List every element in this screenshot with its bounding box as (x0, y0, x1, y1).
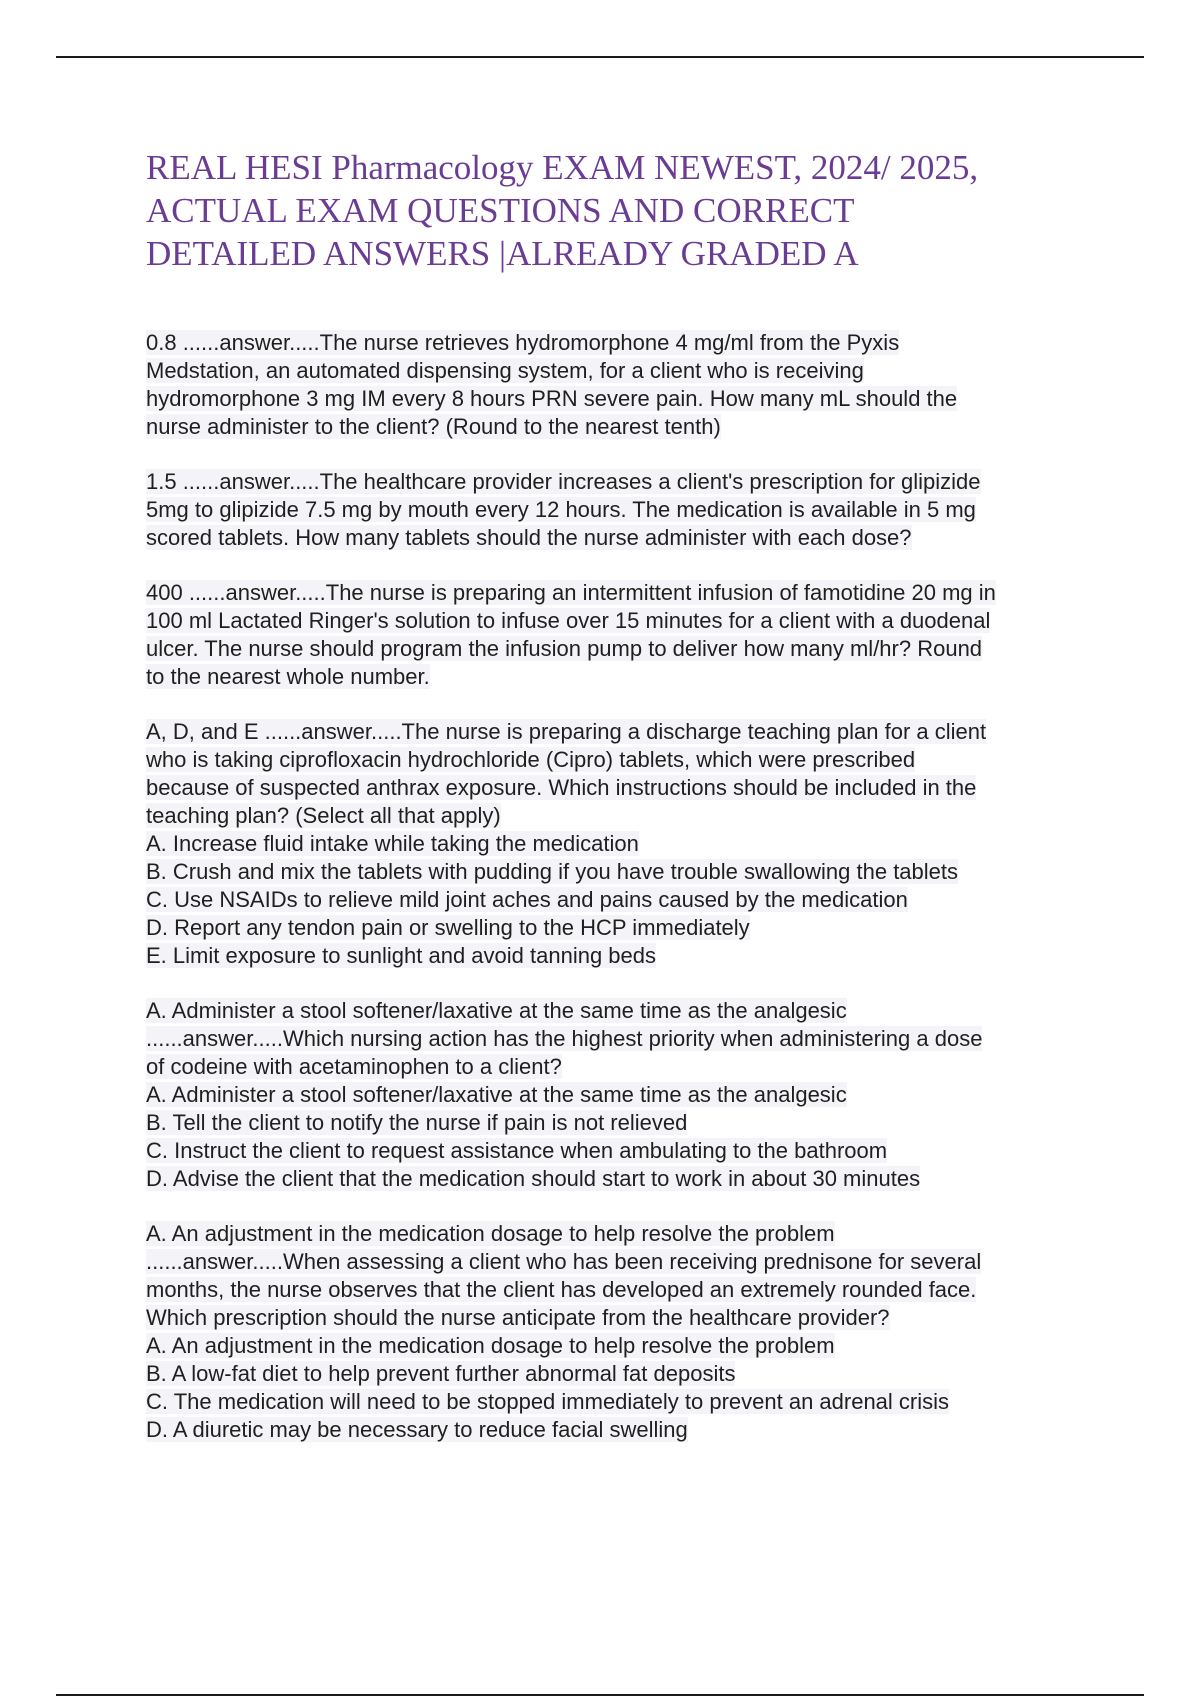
text-line-content: B. A low-fat diet to help prevent further abnormal fat deposits (146, 1361, 736, 1386)
text-line-content: D. Report any tendon pain or swelling to the HCP immediately (146, 915, 750, 940)
question-entry (146, 997, 1106, 1193)
question-entry (146, 329, 1106, 441)
text-line (146, 1360, 1106, 1388)
top-divider (56, 56, 1144, 58)
question-entry (146, 468, 1106, 552)
text-line (146, 496, 1106, 524)
question-entry (146, 1220, 1106, 1444)
text-line (146, 718, 1106, 746)
text-line-content: 400 ......answer.....The nurse is preparing an intermittent infusion of famotidine 20 mg in (146, 580, 996, 605)
text-line-content: nurse administer to the client? (Round to the nearest tenth) (146, 414, 721, 439)
text-line-content: D. Advise the client that the medication should start to work in about 30 minutes (146, 1166, 921, 1191)
text-line-content: teaching plan? (Select all that apply) (146, 803, 501, 828)
text-line (146, 746, 1106, 774)
text-line-content: E. Limit exposure to sunlight and avoid tanning beds (146, 943, 656, 968)
text-line-content: who is taking ciprofloxacin hydrochloride (Cipro) tablets, which were prescribed (146, 747, 916, 772)
text-line (146, 1025, 1106, 1053)
text-line (146, 1109, 1106, 1137)
text-line (146, 1276, 1106, 1304)
text-line-content: 100 ml Lactated Ringer's solution to infuse over 15 minutes for a client with a duodenal (146, 608, 991, 633)
text-line (146, 1165, 1106, 1193)
title-line: ACTUAL EXAM QUESTIONS AND CORRECT (146, 191, 855, 230)
text-line-content: A, D, and E ......answer.....The nurse is preparing a discharge teaching plan for a client (146, 719, 987, 744)
text-line (146, 468, 1106, 496)
text-line (146, 1137, 1106, 1165)
text-line (146, 1081, 1106, 1109)
text-line (146, 802, 1106, 830)
document-title (146, 146, 1106, 275)
text-line-content: Medstation, an automated dispensing system, for a client who is receiving (146, 358, 864, 383)
text-line-content: 5mg to glipizide 7.5 mg by mouth every 12 hours. The medication is available in 5 mg (146, 497, 976, 522)
text-line (146, 1304, 1106, 1332)
text-line-content: C. The medication will need to be stopped immediately to prevent an adrenal crisis (146, 1389, 950, 1414)
question-entry (146, 579, 1106, 691)
text-line-content: because of suspected anthrax exposure. Which instructions should be included in the (146, 775, 977, 800)
text-line-content: scored tablets. How many tablets should the nurse administer with each dose? (146, 525, 912, 550)
text-line-content: hydromorphone 3 mg IM every 8 hours PRN severe pain. How many mL should the (146, 386, 958, 411)
text-line (146, 886, 1106, 914)
text-line (146, 1220, 1106, 1248)
title-line: REAL HESI Pharmacology EXAM NEWEST, 2024/ 2025, (146, 148, 979, 187)
text-line (146, 942, 1106, 970)
text-line-content: C. Use NSAIDs to relieve mild joint aches and pains caused by the medication (146, 887, 908, 912)
text-line (146, 830, 1106, 858)
text-line (146, 914, 1106, 942)
text-line (146, 607, 1106, 635)
text-line-content: ......answer.....When assessing a client who has been receiving prednisone for several (146, 1249, 982, 1274)
text-line-content: B. Crush and mix the tablets with pudding if you have trouble swallowing the tablets (146, 859, 959, 884)
text-line-content: of codeine with acetaminophen to a client? (146, 1054, 562, 1079)
text-line-content: B. Tell the client to notify the nurse if pain is not relieved (146, 1110, 688, 1135)
text-line-content: A. Administer a stool softener/laxative at the same time as the analgesic (146, 998, 847, 1023)
text-line-content: A. An adjustment in the medication dosage to help resolve the problem (146, 1333, 835, 1358)
question-list (146, 329, 1106, 1471)
text-line-content: D. A diuretic may be necessary to reduce facial swelling (146, 1417, 688, 1442)
text-line-content: Which prescription should the nurse anticipate from the healthcare provider? (146, 1305, 890, 1330)
text-line (146, 385, 1106, 413)
text-line (146, 579, 1106, 607)
text-line (146, 858, 1106, 886)
text-line-content: C. Instruct the client to request assistance when ambulating to the bathroom (146, 1138, 888, 1163)
bottom-divider (56, 1694, 1144, 1696)
text-line (146, 1388, 1106, 1416)
text-line (146, 1053, 1106, 1081)
text-line-content: ulcer. The nurse should program the infusion pump to deliver how many ml/hr? Round (146, 636, 983, 661)
text-line (146, 774, 1106, 802)
text-line (146, 524, 1106, 552)
text-line (146, 413, 1106, 441)
text-line-content: to the nearest whole number. (146, 664, 430, 689)
text-line (146, 1416, 1106, 1444)
text-line (146, 1248, 1106, 1276)
text-line-content: 1.5 ......answer.....The healthcare provider increases a client's prescription for glipizide (146, 469, 981, 494)
title-line: DETAILED ANSWERS |ALREADY GRADED A (146, 234, 859, 273)
text-line-content: A. Administer a stool softener/laxative at the same time as the analgesic (146, 1082, 847, 1107)
text-line (146, 1332, 1106, 1360)
text-line (146, 329, 1106, 357)
text-line-content: A. Increase fluid intake while taking the medication (146, 831, 639, 856)
text-line-content: 0.8 ......answer.....The nurse retrieves hydromorphone 4 mg/ml from the Pyxis (146, 330, 900, 355)
text-line (146, 997, 1106, 1025)
text-line-content: ......answer.....Which nursing action has the highest priority when administering a dose (146, 1026, 983, 1051)
text-line (146, 663, 1106, 691)
text-line (146, 635, 1106, 663)
text-line-content: A. An adjustment in the medication dosage to help resolve the problem (146, 1221, 835, 1246)
text-line (146, 357, 1106, 385)
text-line-content: months, the nurse observes that the client has developed an extremely rounded face. (146, 1277, 977, 1302)
question-entry (146, 718, 1106, 970)
